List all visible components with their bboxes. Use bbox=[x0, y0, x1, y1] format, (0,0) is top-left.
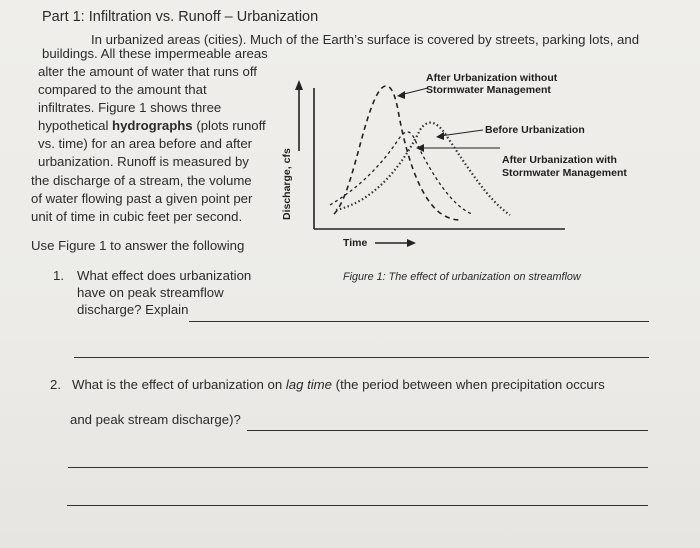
label-with-management-line2: Stormwater Management bbox=[502, 167, 627, 179]
x-axis-label: Time bbox=[343, 237, 368, 249]
intro-text: alter the amount of water that runs off bbox=[38, 64, 257, 79]
intro-text: vs. time) for an area before and after bbox=[38, 136, 253, 151]
label-with-management-line1: After Urbanization with bbox=[502, 154, 617, 166]
y-axis-arrowhead bbox=[295, 80, 303, 90]
answer-line-2c[interactable] bbox=[67, 505, 648, 506]
question-1-number: 1. bbox=[53, 268, 64, 283]
question-2-number: 2. bbox=[50, 377, 61, 392]
intro-text: hypothetical hydrographs (plots runoff bbox=[38, 118, 266, 133]
y-axis-label: Discharge, cfs bbox=[281, 148, 293, 220]
hydrographs-term: hydrographs bbox=[112, 118, 193, 133]
intro-text: the discharge of a stream, the volume bbox=[31, 173, 252, 188]
intro-text: unit of time in cubic feet per second. bbox=[31, 209, 243, 224]
intro-text: buildings. All these impermeable areas bbox=[42, 46, 268, 61]
answer-line-2b[interactable] bbox=[68, 467, 648, 468]
intro-text: In urbanized areas (cities). Much of the Earth’s surface is covered by streets, parking lots, and bbox=[91, 32, 640, 47]
label-no-management-line2: Stormwater Management bbox=[426, 84, 551, 96]
lag-time-term: lag time bbox=[285, 377, 333, 392]
curve-no-management bbox=[334, 86, 460, 220]
answer-line-1b[interactable] bbox=[74, 357, 649, 358]
question-2-text: and peak stream discharge)? bbox=[70, 412, 241, 427]
intro-text: urbanization. Runoff is measured by bbox=[38, 154, 249, 169]
intro-text: of water flowing past a given point per bbox=[31, 191, 253, 206]
page-title: Part 1: Infiltration vs. Runoff – Urbanization bbox=[42, 9, 319, 25]
answer-line-2a[interactable] bbox=[247, 430, 648, 431]
x-axis-arrowhead bbox=[407, 239, 416, 247]
use-figure-instruction: Use Figure 1 to answer the following bbox=[31, 238, 245, 253]
label-before-urbanization: Before Urbanization bbox=[485, 124, 585, 136]
curve-with-management bbox=[330, 132, 472, 214]
intro-text: compared to the amount that bbox=[38, 82, 207, 97]
answer-line-1a[interactable] bbox=[189, 321, 649, 322]
leader-before bbox=[440, 130, 483, 136]
question-1-text: What effect does urbanization bbox=[77, 268, 252, 283]
question-2-text: What is the effect of urbanization on lag time (the period between when precipitation occurs bbox=[72, 377, 605, 392]
label-no-management-line1: After Urbanization without bbox=[426, 72, 558, 84]
intro-text: infiltrates. Figure 1 shows three bbox=[38, 100, 222, 115]
question-1-text: discharge? Explain bbox=[77, 302, 189, 317]
question-1-text: have on peak streamflow bbox=[77, 285, 224, 300]
figure-caption: Figure 1: The effect of urbanization on streamflow bbox=[343, 271, 581, 283]
